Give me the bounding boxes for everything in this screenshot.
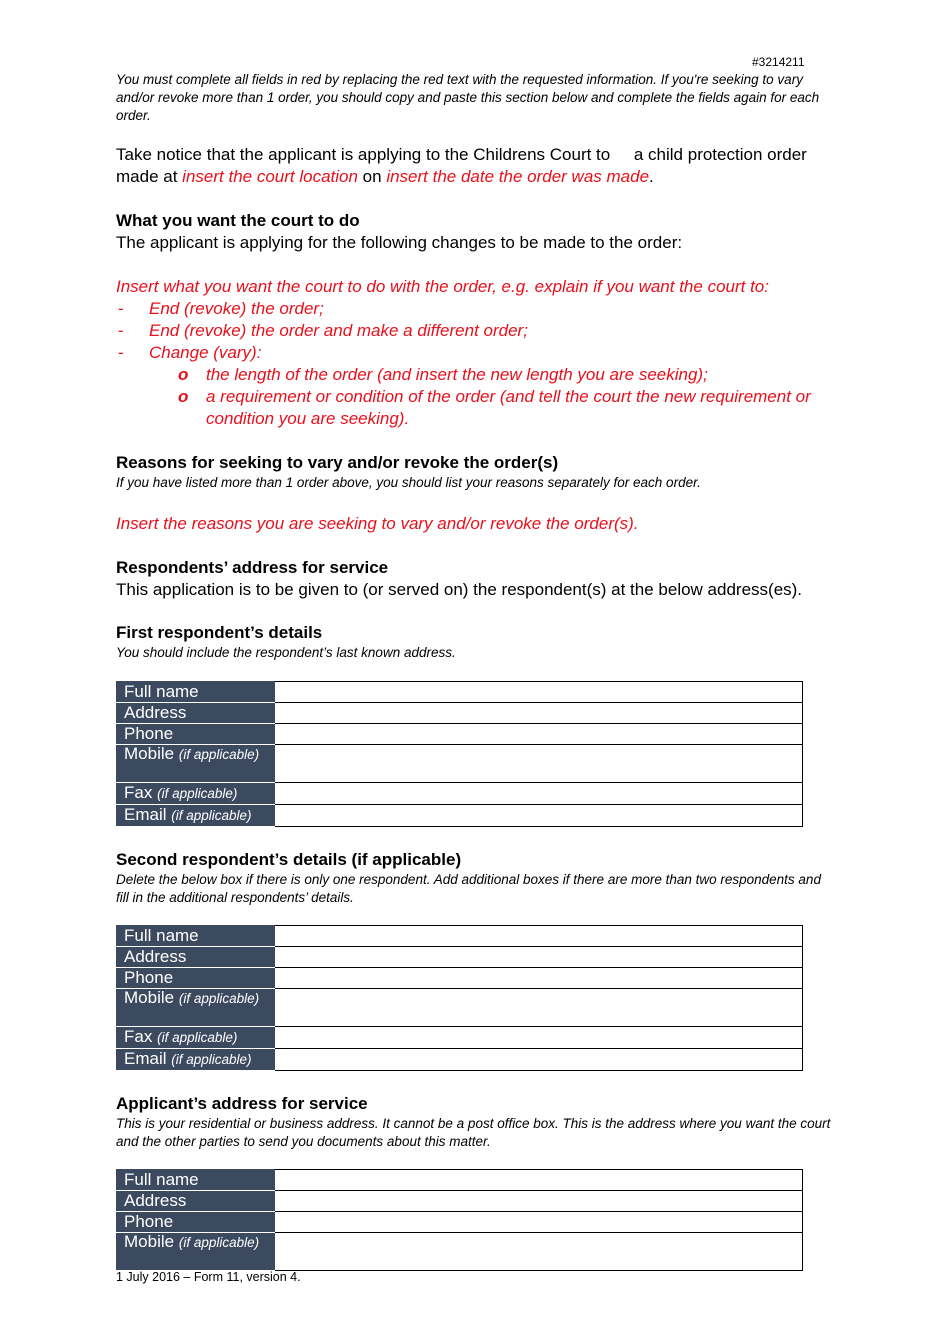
second-mobile-input[interactable] <box>275 989 803 1027</box>
want-option <box>116 298 832 320</box>
label-mobile <box>117 745 275 783</box>
second-address-input[interactable] <box>275 947 803 968</box>
label-fax <box>117 1027 275 1049</box>
second-fax-input[interactable] <box>275 1027 803 1049</box>
second-email-input[interactable] <box>275 1049 803 1071</box>
table-row <box>117 1170 803 1191</box>
label-address: Address <box>117 1191 275 1212</box>
label-mobile-text: Mobile <box>124 988 175 1007</box>
label-mobile <box>117 989 275 1027</box>
want-intro: The applicant is applying for the following changes to be made to the order: <box>116 233 683 252</box>
label-full-name: Full name <box>117 926 275 947</box>
label-full-name: Full name <box>117 682 275 703</box>
first-phone-input[interactable] <box>275 724 803 745</box>
vary-option <box>116 364 832 386</box>
applicant-note: This is your residential or business address. It cannot be a post office box. This is the address where you want the court and the other parties to send you documents about this matter. <box>116 1116 831 1149</box>
first-respondent-table <box>116 681 803 827</box>
table-row <box>117 1027 803 1049</box>
label-email-note: (if applicable) <box>171 1052 252 1067</box>
want-option-text: Change (vary): <box>149 343 262 362</box>
label-phone: Phone <box>117 1212 275 1233</box>
table-row <box>117 682 803 703</box>
instructions-note: You must complete all fields in red by replacing the red text with the requested information. If you're seeking to vary and/or revoke more than 1 order, you should copy and paste this section below and complete the fields again for each order. <box>116 72 820 123</box>
label-email-text: Email <box>124 805 167 824</box>
want-option <box>116 320 832 342</box>
applicant-mobile-input[interactable] <box>275 1233 803 1271</box>
notice-text-1: Take notice that the applicant is applying to the Childrens Court to <box>116 145 611 164</box>
respondents-heading: Respondents’ address for service <box>116 558 389 577</box>
table-row <box>117 926 803 947</box>
table-row <box>117 1233 803 1271</box>
notice-on: on <box>362 167 382 186</box>
first-address-input[interactable] <box>275 703 803 724</box>
vary-option <box>116 386 832 430</box>
reasons-insert-field[interactable]: Insert the reasons you are seeking to vary and/or revoke the order(s). <box>116 514 639 533</box>
label-mobile-note: (if applicable) <box>178 991 260 1006</box>
respondents-text: This application is to be given to (or served on) the respondent(s) at the below address(es). <box>116 580 803 599</box>
second-respondent-table <box>116 925 803 1071</box>
applicant-address-input[interactable] <box>275 1191 803 1212</box>
document-id: #3214211 <box>752 55 805 69</box>
label-mobile-note: (if applicable) <box>178 1235 260 1250</box>
first-respondent-note: You should include the respondent’s last known address. <box>116 645 456 660</box>
label-mobile-note: (if applicable) <box>178 747 260 762</box>
label-email-note: (if applicable) <box>171 808 252 823</box>
want-option-text: End (revoke) the order; <box>149 299 324 318</box>
form-content <box>116 71 832 1271</box>
label-full-name: Full name <box>117 1170 275 1191</box>
want-options-list <box>116 298 832 364</box>
table-row <box>117 1191 803 1212</box>
circle-bullet: o <box>178 387 189 406</box>
label-address: Address <box>117 703 275 724</box>
vary-option-text: a requirement or condition of the order (and tell the court the new requirement or condition you are seeking). <box>206 387 811 428</box>
dash-bullet: - <box>118 299 124 318</box>
table-row <box>117 805 803 827</box>
label-mobile <box>117 1233 275 1271</box>
court-location-field[interactable]: insert the court location <box>182 167 358 186</box>
first-full-name-input[interactable] <box>275 682 803 703</box>
notice-paragraph <box>116 144 832 188</box>
first-mobile-input[interactable] <box>275 745 803 783</box>
reasons-note: If you have listed more than 1 order above, you should list your reasons separately for each order. <box>116 475 701 490</box>
label-fax-text: Fax <box>124 1027 153 1046</box>
label-mobile-text: Mobile <box>124 1232 175 1251</box>
first-email-input[interactable] <box>275 805 803 827</box>
page-footer: 1 July 2016 – Form 11, version 4. <box>116 1270 301 1284</box>
vary-option-text: the length of the order (and insert the new length you are seeking); <box>206 365 708 384</box>
table-row <box>117 724 803 745</box>
table-row <box>117 703 803 724</box>
label-fax <box>117 783 275 805</box>
notice-text-2: a child protection order made at <box>116 145 807 186</box>
table-row <box>117 989 803 1027</box>
circle-bullet: o <box>178 365 189 384</box>
order-date-field[interactable]: insert the date the order was made <box>386 167 650 186</box>
label-mobile-text: Mobile <box>124 744 175 763</box>
table-row <box>117 968 803 989</box>
first-respondent-heading: First respondent’s details <box>116 623 323 642</box>
dash-bullet: - <box>118 321 124 340</box>
want-heading: What you want the court to do <box>116 211 360 230</box>
first-fax-input[interactable] <box>275 783 803 805</box>
label-phone: Phone <box>117 724 275 745</box>
second-phone-input[interactable] <box>275 968 803 989</box>
label-address: Address <box>117 947 275 968</box>
applicant-phone-input[interactable] <box>275 1212 803 1233</box>
applicant-full-name-input[interactable] <box>275 1170 803 1191</box>
label-fax-note: (if applicable) <box>157 1030 238 1045</box>
table-row <box>117 1049 803 1071</box>
label-email-text: Email <box>124 1049 167 1068</box>
reasons-heading: Reasons for seeking to vary and/or revoke the order(s) <box>116 453 559 472</box>
second-respondent-heading: Second respondent’s details (if applicable) <box>116 850 462 869</box>
label-fax-text: Fax <box>124 783 153 802</box>
want-option-text: End (revoke) the order and make a different order; <box>149 321 528 340</box>
label-email <box>117 805 275 827</box>
want-insert-field[interactable]: Insert what you want the court to do with the order, e.g. explain if you want the court to: <box>116 277 769 296</box>
notice-period: . <box>649 167 654 186</box>
vary-sublist <box>116 364 832 430</box>
applicant-heading: Applicant’s address for service <box>116 1094 368 1113</box>
table-row <box>117 947 803 968</box>
table-row <box>117 745 803 783</box>
dash-bullet: - <box>118 343 124 362</box>
label-fax-note: (if applicable) <box>157 786 238 801</box>
table-row <box>117 1212 803 1233</box>
second-respondent-note: Delete the below box if there is only one respondent. Add additional boxes if there are more than two respondents and fill in the additional respondents’ details. <box>116 872 821 905</box>
label-phone: Phone <box>117 968 275 989</box>
table-row <box>117 783 803 805</box>
applicant-table <box>116 1169 803 1271</box>
want-option <box>116 342 832 364</box>
second-full-name-input[interactable] <box>275 926 803 947</box>
label-email <box>117 1049 275 1071</box>
